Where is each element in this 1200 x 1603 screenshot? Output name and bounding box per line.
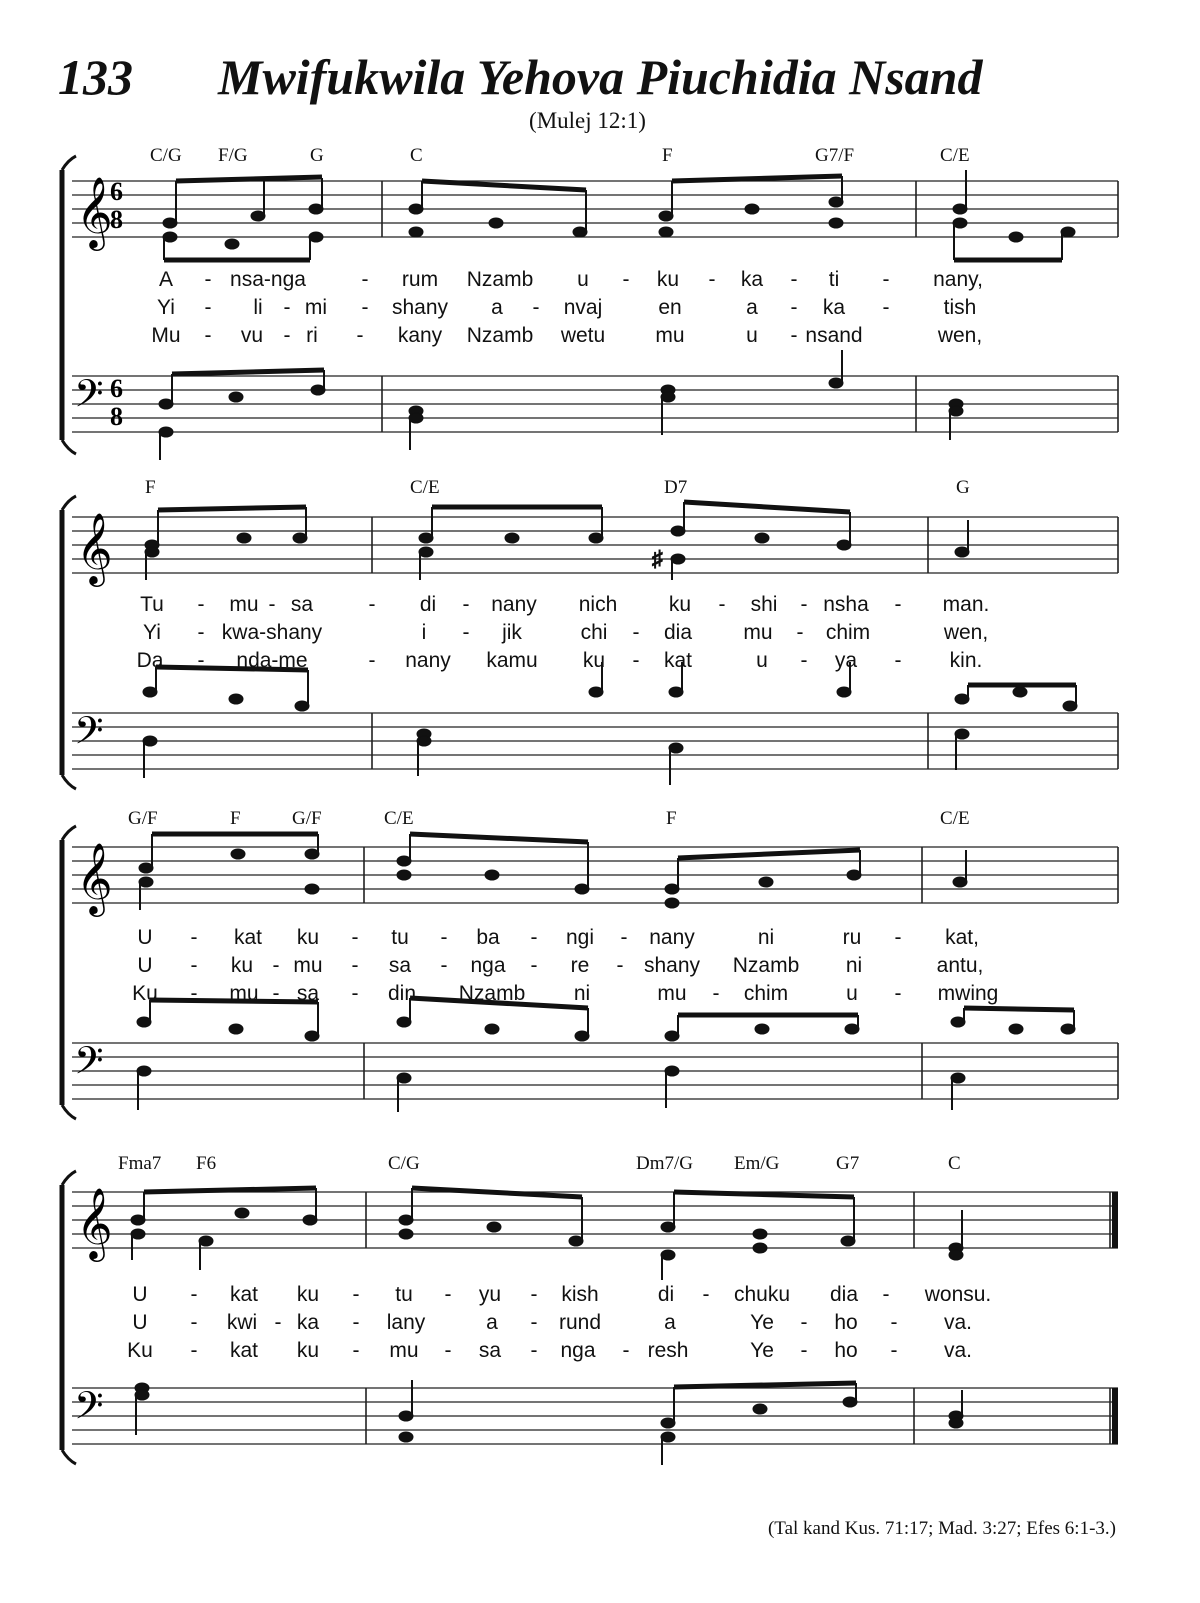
hyphen: - bbox=[197, 621, 205, 644]
hyphen: - bbox=[190, 1283, 198, 1306]
hyphen: - bbox=[890, 1339, 898, 1362]
syllable: chuku bbox=[733, 1283, 791, 1306]
chord: Dm7/G bbox=[636, 1153, 693, 1174]
syllable: ti bbox=[828, 268, 840, 291]
hyphen: - bbox=[800, 1339, 808, 1362]
hyphen: - bbox=[894, 926, 902, 949]
syllable: ka bbox=[740, 268, 764, 291]
treble-notes bbox=[163, 170, 1075, 260]
syllable: mu bbox=[229, 593, 259, 616]
syllable: kwi bbox=[226, 1311, 258, 1334]
hyphen: - bbox=[190, 926, 198, 949]
hyphen: - bbox=[283, 296, 291, 319]
hyphen: - bbox=[530, 1339, 538, 1362]
syllable: wetu bbox=[560, 324, 606, 347]
syllable: U bbox=[137, 954, 153, 977]
syllable: nich bbox=[578, 593, 618, 616]
syllable: nga bbox=[470, 954, 506, 977]
hyphen: - bbox=[440, 954, 448, 977]
syllable: Nzamb bbox=[466, 324, 534, 347]
syllable: sa bbox=[290, 593, 314, 616]
syllable: ni bbox=[573, 982, 591, 1005]
bass-clef-icon: 𝄢 bbox=[74, 371, 104, 425]
syllable: kat, bbox=[945, 926, 979, 949]
syllable: kat bbox=[229, 1339, 259, 1362]
hyphen: - bbox=[894, 649, 902, 672]
hymn-number: 133 bbox=[58, 49, 133, 105]
syllable: va. bbox=[943, 1311, 973, 1334]
bass-clef-icon: 𝄢 bbox=[74, 1038, 104, 1092]
chord: G7 bbox=[836, 1153, 860, 1174]
chord: G bbox=[310, 145, 324, 166]
syllable: kin. bbox=[949, 649, 983, 672]
system-3-staves bbox=[0, 810, 1200, 1130]
syllable: Nzamb bbox=[732, 954, 800, 977]
chord: C bbox=[948, 1153, 961, 1174]
treble-clef-icon: 𝄞 bbox=[76, 175, 113, 248]
syllable: Ye bbox=[750, 1311, 774, 1334]
syllable: vu bbox=[240, 324, 264, 347]
syllable: Mu bbox=[151, 324, 181, 347]
syllable: u bbox=[846, 982, 858, 1005]
hyphen: - bbox=[197, 649, 205, 672]
chord: C/E bbox=[384, 808, 414, 829]
syllable: din bbox=[387, 982, 417, 1005]
hyphen: - bbox=[190, 954, 198, 977]
hyphen: - bbox=[532, 296, 540, 319]
bass-clef-icon: 𝄢 bbox=[74, 708, 104, 762]
chord: F bbox=[666, 808, 677, 829]
hyphen: - bbox=[622, 1339, 630, 1362]
chord: D7 bbox=[664, 477, 688, 498]
syllable: man. bbox=[942, 593, 990, 616]
hyphen: - bbox=[283, 324, 291, 347]
hyphen: - bbox=[620, 926, 628, 949]
syllable: antu, bbox=[936, 954, 984, 977]
syllable: U bbox=[132, 1283, 148, 1306]
syllable: nda-me bbox=[236, 649, 308, 672]
syllable: nsa-nga bbox=[230, 268, 306, 291]
hyphen: - bbox=[790, 324, 798, 347]
hyphen: - bbox=[351, 926, 359, 949]
chord: C/E bbox=[410, 477, 440, 498]
hyphen: - bbox=[444, 1283, 452, 1306]
hyphen: - bbox=[800, 1311, 808, 1334]
syllable: tu bbox=[395, 1283, 413, 1306]
hyphen: - bbox=[894, 593, 902, 616]
treble-clef-icon: 𝄞 bbox=[76, 511, 113, 584]
syllable: ni bbox=[845, 954, 863, 977]
hyphen: - bbox=[440, 926, 448, 949]
syllable: ku bbox=[296, 1339, 320, 1362]
syllable: a bbox=[486, 1311, 498, 1334]
syllable: mu bbox=[657, 982, 687, 1005]
syllable: wen, bbox=[937, 324, 983, 347]
hyphen: - bbox=[882, 268, 890, 291]
syllable: re bbox=[570, 954, 590, 977]
syllable: nany bbox=[491, 593, 537, 616]
syllable: chim bbox=[743, 982, 789, 1005]
bass-notes bbox=[135, 1380, 963, 1465]
chord: G/F bbox=[128, 808, 158, 829]
chord: C/E bbox=[940, 808, 970, 829]
syllable: ngi bbox=[565, 926, 595, 949]
syllable: Nzamb bbox=[458, 982, 526, 1005]
syllable: Nzamb bbox=[466, 268, 534, 291]
syllable: ka bbox=[296, 1311, 320, 1334]
hyphen: - bbox=[462, 621, 470, 644]
syllable: a bbox=[491, 296, 503, 319]
syllable: mu bbox=[229, 982, 259, 1005]
treble-clef-icon: 𝄞 bbox=[76, 1186, 113, 1259]
syllable: chi bbox=[580, 621, 608, 644]
hyphen: - bbox=[462, 593, 470, 616]
syllable: u bbox=[577, 268, 589, 291]
syllable: nany, bbox=[933, 268, 983, 291]
syllable: rund bbox=[558, 1311, 602, 1334]
hyphen: - bbox=[190, 1339, 198, 1362]
syllable: Yi bbox=[143, 621, 161, 644]
bass-clef-icon: 𝄢 bbox=[74, 1383, 104, 1437]
treble-notes bbox=[139, 834, 967, 910]
syllable: nga bbox=[560, 1339, 596, 1362]
syllable: mwing bbox=[937, 982, 999, 1005]
hyphen: - bbox=[790, 268, 798, 291]
final-barline bbox=[1112, 1192, 1118, 1248]
syllable: di bbox=[657, 1283, 675, 1306]
syllable: kish bbox=[561, 1283, 599, 1306]
bass-notes bbox=[159, 350, 963, 460]
hyphen: - bbox=[712, 982, 720, 1005]
syllable: U bbox=[137, 926, 153, 949]
hyphen: - bbox=[272, 982, 280, 1005]
syllable: shi bbox=[750, 593, 778, 616]
syllable: tish bbox=[943, 296, 977, 319]
hyphen: - bbox=[718, 593, 726, 616]
scripture-reference: (Mulej 12:1) bbox=[529, 108, 646, 133]
hyphen: - bbox=[530, 954, 538, 977]
treble-notes bbox=[145, 502, 969, 580]
syllable: yu bbox=[478, 1283, 502, 1306]
syllable: a bbox=[664, 1311, 676, 1334]
syllable: ku bbox=[296, 1283, 320, 1306]
hyphen: - bbox=[800, 593, 808, 616]
hyphen: - bbox=[274, 1311, 282, 1334]
syllable: ho bbox=[834, 1311, 858, 1334]
treble-clef-icon: 𝄞 bbox=[76, 841, 113, 914]
syllable: ku bbox=[296, 926, 320, 949]
hyphen: - bbox=[632, 621, 640, 644]
hymn-title: Mwifukwila Yehova Piuchidia Nsand bbox=[218, 49, 983, 105]
bass-notes bbox=[143, 662, 1077, 785]
syllable: ri bbox=[306, 324, 318, 347]
hyphen: - bbox=[361, 268, 369, 291]
syllable: ku bbox=[582, 649, 606, 672]
chord: C/E bbox=[940, 145, 970, 166]
syllable: nsha bbox=[823, 593, 869, 616]
svg-text:♯: ♯ bbox=[652, 546, 663, 571]
syllable: Ku bbox=[132, 982, 158, 1005]
syllable: shany bbox=[643, 954, 701, 977]
hyphen: - bbox=[882, 1283, 890, 1306]
syllable: nsand bbox=[805, 324, 863, 347]
syllable: li bbox=[253, 296, 263, 319]
hyphen: - bbox=[204, 296, 212, 319]
hyphen: - bbox=[356, 324, 364, 347]
syllable: shany bbox=[391, 296, 449, 319]
footer-references: (Tal kand Kus. 71:17; Mad. 3:27; Efes 6:1-3.) bbox=[767, 1518, 1116, 1539]
bass-staff bbox=[72, 1043, 1118, 1099]
hyphen: - bbox=[368, 649, 376, 672]
hyphen: - bbox=[702, 1283, 710, 1306]
syllable: mu bbox=[743, 621, 773, 644]
chord: F/G bbox=[218, 145, 248, 166]
hyphen: - bbox=[368, 593, 376, 616]
hyphen: - bbox=[268, 593, 276, 616]
hyphen: - bbox=[530, 1311, 538, 1334]
syllable: nany bbox=[649, 926, 695, 949]
hyphen: - bbox=[622, 268, 630, 291]
syllable: wen, bbox=[943, 621, 989, 644]
syllable: chim bbox=[825, 621, 871, 644]
treble-staff bbox=[72, 517, 1118, 573]
syllable: rum bbox=[401, 268, 439, 291]
syllable: dia bbox=[663, 621, 693, 644]
syllable: kat bbox=[663, 649, 693, 672]
syllable: ya bbox=[834, 649, 858, 672]
time-sig-top: 6 bbox=[110, 177, 123, 206]
syllable: mu bbox=[293, 954, 323, 977]
syllable: va. bbox=[943, 1339, 973, 1362]
hyphen: - bbox=[351, 954, 359, 977]
hyphen: - bbox=[796, 621, 804, 644]
chord: F6 bbox=[196, 1153, 217, 1174]
hyphen: - bbox=[361, 296, 369, 319]
syllable: Da bbox=[136, 649, 164, 672]
syllable: sa bbox=[478, 1339, 502, 1362]
chord: F bbox=[662, 145, 673, 166]
syllable: ni bbox=[757, 926, 775, 949]
syllable: di bbox=[419, 593, 437, 616]
hyphen: - bbox=[204, 324, 212, 347]
syllable: Ye bbox=[750, 1339, 774, 1362]
hyphen: - bbox=[352, 1283, 360, 1306]
hyphen: - bbox=[530, 926, 538, 949]
syllable: resh bbox=[647, 1339, 689, 1362]
syllable: ba bbox=[476, 926, 500, 949]
chord: C/G bbox=[150, 145, 182, 166]
syllable: ku bbox=[230, 954, 254, 977]
syllable: nvaj bbox=[563, 296, 603, 319]
syllable: kat bbox=[233, 926, 263, 949]
chord: Em/G bbox=[734, 1153, 780, 1174]
system-1-staves bbox=[0, 0, 1200, 470]
hyphen: - bbox=[190, 1311, 198, 1334]
syllable: kany bbox=[397, 324, 443, 347]
time-sig-bottom: 8 bbox=[110, 205, 123, 234]
time-sig-bottom: 8 bbox=[110, 402, 123, 431]
hyphen: - bbox=[632, 649, 640, 672]
hyphen: - bbox=[352, 1339, 360, 1362]
syllable: ku bbox=[668, 593, 692, 616]
syllable: sa bbox=[388, 954, 412, 977]
syllable: Tu bbox=[140, 593, 164, 616]
syllable: u bbox=[746, 324, 758, 347]
hyphen: - bbox=[444, 1339, 452, 1362]
syllable: a bbox=[746, 296, 758, 319]
hyphen: - bbox=[894, 982, 902, 1005]
syllable: ka bbox=[822, 296, 846, 319]
chord: C bbox=[410, 145, 423, 166]
syllable: mu bbox=[655, 324, 685, 347]
syllable: sa bbox=[296, 982, 320, 1005]
bass-notes bbox=[137, 998, 1075, 1112]
syllable: dia bbox=[829, 1283, 859, 1306]
hyphen: - bbox=[204, 268, 212, 291]
treble-staff bbox=[72, 847, 1118, 903]
hyphen: - bbox=[790, 296, 798, 319]
hyphen: - bbox=[890, 1311, 898, 1334]
hyphen: - bbox=[616, 954, 624, 977]
syllable: ru bbox=[842, 926, 862, 949]
syllable: mi bbox=[304, 296, 328, 319]
syllable: jik bbox=[502, 621, 522, 644]
hyphen: - bbox=[351, 982, 359, 1005]
syllable: Ku bbox=[127, 1339, 153, 1362]
hyphen: - bbox=[530, 1283, 538, 1306]
hyphen: - bbox=[800, 649, 808, 672]
chord: C/G bbox=[388, 1153, 420, 1174]
chord: F bbox=[145, 477, 156, 498]
syllable: Yi bbox=[157, 296, 175, 319]
chord: G7/F bbox=[815, 145, 855, 166]
hyphen: - bbox=[190, 982, 198, 1005]
final-barline bbox=[1112, 1388, 1118, 1444]
hyphen: - bbox=[882, 296, 890, 319]
chord: Fma7 bbox=[118, 1153, 162, 1174]
hyphen: - bbox=[352, 1311, 360, 1334]
hyphen: - bbox=[708, 268, 716, 291]
syllable: ho bbox=[834, 1339, 858, 1362]
syllable: nany bbox=[405, 649, 451, 672]
hyphen: - bbox=[197, 593, 205, 616]
chord: G/F bbox=[292, 808, 322, 829]
syllable: i bbox=[421, 621, 427, 644]
chord: G bbox=[956, 477, 970, 498]
syllable: kwa-shany bbox=[221, 621, 323, 644]
syllable: U bbox=[132, 1311, 148, 1334]
time-sig-top: 6 bbox=[110, 374, 123, 403]
syllable: wonsu. bbox=[924, 1283, 992, 1306]
syllable: u bbox=[756, 649, 768, 672]
syllable: mu bbox=[389, 1339, 419, 1362]
syllable: lany bbox=[386, 1311, 426, 1334]
syllable: ku bbox=[656, 268, 680, 291]
syllable: kat bbox=[229, 1283, 259, 1306]
syllable: tu bbox=[391, 926, 409, 949]
syllable: A bbox=[158, 268, 174, 291]
syllable: kamu bbox=[486, 649, 538, 672]
bass-staff bbox=[72, 713, 1118, 769]
hyphen: - bbox=[272, 954, 280, 977]
syllable: en bbox=[658, 296, 682, 319]
chord: F bbox=[230, 808, 241, 829]
